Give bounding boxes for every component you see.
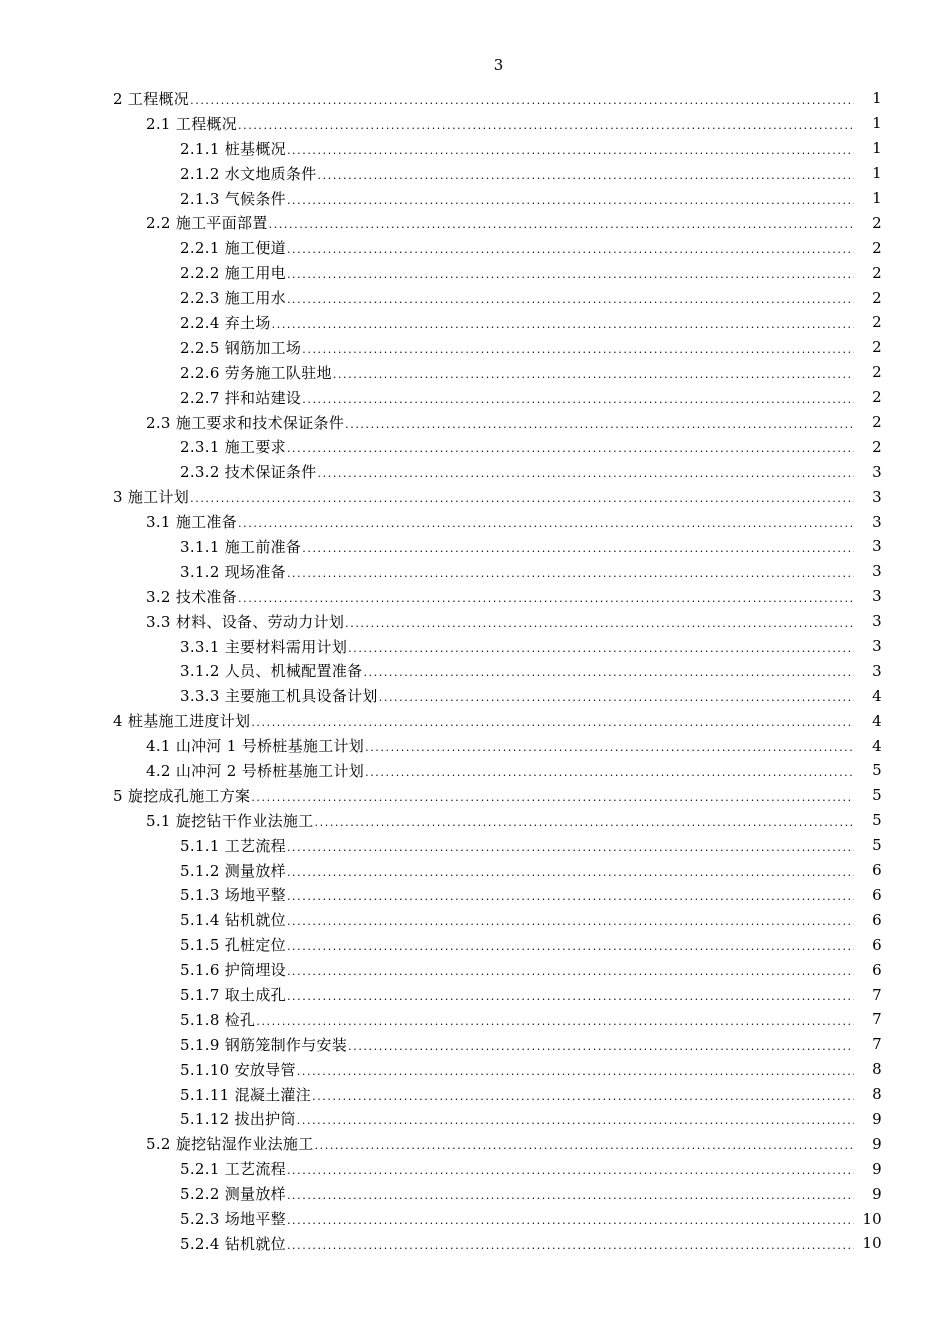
toc-entry[interactable] — [0, 385, 950, 410]
toc-entry[interactable] — [0, 1107, 950, 1132]
toc-entry[interactable] — [0, 360, 950, 385]
toc-entry-title: 2.2 施工平面部置 — [146, 214, 268, 233]
toc-entry[interactable] — [0, 907, 950, 932]
toc-dot-leader — [287, 568, 854, 579]
toc-entry-title: 5.1.10 安放导管 — [180, 1060, 296, 1079]
toc-dot-leader — [297, 1066, 854, 1077]
toc-entry[interactable] — [0, 1057, 950, 1082]
toc-entry-title: 3.1 施工准备 — [146, 513, 238, 532]
toc-entry-page-number: 6 — [872, 861, 882, 880]
toc-entry-page-number: 7 — [872, 1035, 882, 1054]
toc-entry-title: 2.2.4 弃土场 — [180, 313, 271, 332]
toc-entry[interactable] — [0, 410, 950, 435]
toc-dot-leader — [348, 1041, 854, 1052]
toc-dot-leader — [287, 991, 854, 1002]
toc-dot-leader — [251, 792, 854, 803]
toc-entry-page-number: 6 — [872, 910, 882, 929]
toc-dot-leader — [287, 1215, 854, 1226]
toc-entry[interactable] — [0, 883, 950, 908]
toc-entry-page-number: 2 — [872, 263, 882, 282]
toc-entry-page-number: 3 — [872, 562, 882, 581]
toc-entry-title: 5.1.6 护筒埋设 — [180, 961, 286, 980]
toc-entry-title: 5.2.4 钻机就位 — [180, 1234, 286, 1253]
toc-entry[interactable] — [0, 161, 950, 186]
toc-dot-leader — [348, 643, 854, 654]
toc-entry[interactable] — [0, 434, 950, 459]
toc-entry-page-number: 8 — [872, 1085, 882, 1104]
toc-entry[interactable] — [0, 210, 950, 235]
toc-dot-leader — [190, 95, 854, 106]
toc-entry-page-number: 2 — [872, 338, 882, 357]
toc-dot-leader — [365, 767, 854, 778]
toc-dot-leader — [287, 1165, 854, 1176]
toc-entry-title: 5.2.1 工艺流程 — [180, 1160, 286, 1179]
toc-dot-leader — [272, 319, 854, 330]
toc-entry-title: 3.3.1 主要材料需用计划 — [180, 637, 348, 656]
toc-entry-title: 5.1.12 拔出护筒 — [180, 1110, 296, 1129]
toc-entry-page-number: 4 — [872, 686, 882, 705]
toc-entry-title: 5.2 旋挖钻湿作业法施工 — [146, 1135, 314, 1154]
toc-entry[interactable] — [0, 1082, 950, 1107]
toc-entry-title: 5.2.2 测量放样 — [180, 1185, 286, 1204]
toc-entry-page-number: 2 — [872, 363, 882, 382]
toc-entry-title: 5.1.1 工艺流程 — [180, 836, 286, 855]
toc-entry-page-number: 2 — [872, 288, 882, 307]
toc-dot-leader — [345, 419, 854, 430]
toc-entry-page-number: 7 — [872, 985, 882, 1004]
toc-entry[interactable] — [0, 808, 950, 833]
toc-entry[interactable] — [0, 335, 950, 360]
toc-dot-leader — [287, 891, 854, 902]
toc-entry[interactable] — [0, 260, 950, 285]
toc-entry[interactable] — [0, 683, 950, 708]
toc-entry[interactable] — [0, 932, 950, 957]
toc-entry[interactable] — [0, 1131, 950, 1156]
toc-entry-page-number: 6 — [872, 960, 882, 979]
toc-dot-leader — [365, 742, 854, 753]
toc-entry[interactable] — [0, 310, 950, 335]
toc-entry-page-number: 5 — [872, 836, 882, 855]
toc-entry-page-number: 5 — [872, 761, 882, 780]
toc-dot-leader — [312, 1091, 854, 1102]
toc-entry-title: 3.1.2 现场准备 — [180, 562, 286, 581]
toc-dot-leader — [345, 618, 854, 629]
toc-dot-leader — [287, 269, 854, 280]
toc-dot-leader — [287, 294, 854, 305]
toc-dot-leader — [238, 120, 854, 131]
toc-entry-page-number: 2 — [872, 388, 882, 407]
toc-entry[interactable] — [0, 634, 950, 659]
toc-entry-page-number: 2 — [872, 437, 882, 456]
toc-entry-page-number: 3 — [872, 661, 882, 680]
toc-dot-leader — [363, 667, 854, 678]
toc-entry-page-number: 1 — [872, 114, 882, 133]
toc-entry-page-number: 3 — [872, 487, 882, 506]
toc-entry-title: 2.2.1 施工便道 — [180, 239, 286, 258]
toc-entry-title: 5.2.3 场地平整 — [180, 1210, 286, 1229]
toc-entry[interactable] — [0, 1206, 950, 1231]
toc-entry[interactable] — [0, 459, 950, 484]
toc-entry-title: 2.1.1 桩基概况 — [180, 139, 286, 158]
toc-entry-title: 2.2.6 劳务施工队驻地 — [180, 363, 332, 382]
toc-dot-leader — [297, 1115, 854, 1126]
toc-entry-title: 3.1.2 人员、机械配置准备 — [180, 662, 363, 681]
table-of-contents — [0, 86, 950, 1256]
toc-entry-page-number: 2 — [872, 213, 882, 232]
toc-dot-leader — [287, 842, 854, 853]
toc-entry-title: 2.1.2 水文地质条件 — [180, 164, 317, 183]
toc-entry-title: 3.1.1 施工前准备 — [180, 537, 302, 556]
page-number: 3 — [493, 56, 504, 74]
toc-entry-title: 5.1.3 场地平整 — [180, 886, 286, 905]
toc-entry[interactable] — [0, 858, 950, 883]
toc-entry[interactable] — [0, 509, 950, 534]
toc-dot-leader — [238, 593, 854, 604]
toc-entry-page-number: 9 — [872, 1184, 882, 1203]
toc-entry-title: 3.2 技术准备 — [146, 587, 238, 606]
toc-dot-leader — [269, 219, 854, 230]
toc-entry-title: 4.1 山冲河 1 号桥桩基施工计划 — [146, 737, 365, 756]
toc-entry[interactable] — [0, 708, 950, 733]
toc-entry-page-number: 2 — [872, 238, 882, 257]
toc-entry[interactable] — [0, 658, 950, 683]
toc-entry[interactable] — [0, 957, 950, 982]
toc-entry-page-number: 4 — [872, 736, 882, 755]
toc-entry[interactable] — [0, 86, 950, 111]
toc-entry[interactable] — [0, 285, 950, 310]
toc-dot-leader — [318, 170, 854, 181]
toc-entry[interactable] — [0, 609, 950, 634]
toc-entry-page-number: 9 — [872, 1134, 882, 1153]
toc-dot-leader — [251, 717, 854, 728]
toc-entry-title: 5.1 旋挖钻干作业法施工 — [146, 811, 314, 830]
toc-entry-title: 2.3.1 施工要求 — [180, 438, 286, 457]
toc-entry-page-number: 7 — [872, 1010, 882, 1029]
toc-entry[interactable] — [0, 584, 950, 609]
toc-entry-page-number: 3 — [872, 587, 882, 606]
toc-dot-leader — [302, 344, 854, 355]
toc-entry-page-number: 4 — [872, 711, 882, 730]
toc-entry-title: 3.3 材料、设备、劳动力计划 — [146, 612, 345, 631]
toc-dot-leader — [302, 543, 854, 554]
toc-entry-page-number: 3 — [872, 462, 882, 481]
toc-entry-title: 2.3 施工要求和技术保证条件 — [146, 413, 345, 432]
toc-dot-leader — [256, 1016, 854, 1027]
toc-entry-title: 2.3.2 技术保证条件 — [180, 463, 317, 482]
toc-entry-title: 2.1 工程概况 — [146, 114, 238, 133]
toc-dot-leader — [190, 493, 854, 504]
toc-dot-leader — [287, 867, 854, 878]
toc-entry-title: 3 施工计划 — [113, 488, 190, 507]
toc-entry[interactable] — [0, 1032, 950, 1057]
toc-entry[interactable] — [0, 1231, 950, 1256]
toc-dot-leader — [287, 195, 854, 206]
toc-entry[interactable] — [0, 534, 950, 559]
toc-entry-page-number: 5 — [872, 786, 882, 805]
toc-entry-page-number: 10 — [862, 1209, 882, 1228]
toc-entry[interactable] — [0, 833, 950, 858]
toc-entry-title: 5 旋挖成孔施工方案 — [113, 786, 251, 805]
toc-entry-title: 2.1.3 气候条件 — [180, 189, 286, 208]
toc-entry[interactable] — [0, 235, 950, 260]
toc-entry-title: 2.2.5 钢筋加工场 — [180, 338, 302, 357]
toc-dot-leader — [379, 692, 854, 703]
toc-entry[interactable] — [0, 484, 950, 509]
toc-entry[interactable] — [0, 733, 950, 758]
toc-dot-leader — [318, 468, 854, 479]
toc-entry-page-number: 2 — [872, 413, 882, 432]
toc-dot-leader — [287, 145, 854, 156]
toc-entry-page-number: 9 — [872, 1159, 882, 1178]
toc-entry-title: 5.1.9 钢筋笼制作与安装 — [180, 1035, 348, 1054]
toc-entry-title: 5.1.8 检孔 — [180, 1010, 256, 1029]
toc-entry[interactable] — [0, 186, 950, 211]
toc-entry-page-number: 9 — [872, 1109, 882, 1128]
toc-entry-title: 2.2.7 拌和站建设 — [180, 388, 302, 407]
toc-entry-title: 5.1.7 取土成孔 — [180, 986, 286, 1004]
toc-dot-leader — [315, 1140, 854, 1151]
toc-entry-page-number: 3 — [872, 612, 882, 631]
toc-entry-page-number: 6 — [872, 885, 882, 904]
toc-entry[interactable] — [0, 111, 950, 136]
toc-entry-page-number: 3 — [872, 512, 882, 531]
toc-entry-page-number: 1 — [872, 89, 882, 108]
toc-dot-leader — [287, 443, 854, 454]
toc-entry-title: 4 桩基施工进度计划 — [113, 712, 251, 731]
toc-dot-leader — [302, 394, 854, 405]
toc-dot-leader — [287, 916, 854, 927]
toc-dot-leader — [287, 966, 854, 977]
toc-entry-page-number: 6 — [872, 935, 882, 954]
toc-entry[interactable] — [0, 136, 950, 161]
toc-entry-title: 5.1.4 钻机就位 — [180, 911, 286, 930]
toc-entry-page-number: 1 — [872, 139, 882, 158]
toc-entry-page-number: 8 — [872, 1060, 882, 1079]
toc-entry-title: 5.1.11 混凝土灌注 — [180, 1085, 312, 1104]
toc-dot-leader — [287, 244, 854, 255]
toc-entry-title: 5.1.2 测量放样 — [180, 861, 286, 880]
toc-dot-leader — [287, 1190, 854, 1201]
toc-entry[interactable] — [0, 1181, 950, 1206]
toc-entry-title: 4.2 山冲河 2 号桥桩基施工计划 — [146, 761, 365, 780]
toc-entry-page-number: 3 — [872, 537, 882, 556]
toc-entry-title: 2.2.3 施工用水 — [180, 289, 286, 308]
toc-entry-title: 5.1.5 孔桩定位 — [180, 936, 286, 955]
toc-entry[interactable] — [0, 1007, 950, 1032]
toc-entry-page-number: 2 — [872, 313, 882, 332]
toc-entry[interactable] — [0, 559, 950, 584]
toc-dot-leader — [333, 369, 854, 380]
toc-entry-title: 3.3.3 主要施工机具设备计划 — [180, 687, 378, 706]
toc-entry-title: 2.2.2 施工用电 — [180, 264, 286, 283]
toc-dot-leader — [287, 1240, 854, 1251]
toc-entry[interactable] — [0, 783, 950, 808]
toc-entry-title: 2 工程概况 — [113, 89, 190, 108]
toc-entry-page-number: 1 — [872, 164, 882, 183]
toc-dot-leader — [287, 941, 854, 952]
toc-dot-leader — [238, 518, 854, 529]
toc-entry[interactable] — [0, 1156, 950, 1181]
toc-entry[interactable] — [0, 982, 950, 1007]
toc-entry-page-number: 1 — [872, 189, 882, 207]
toc-entry-page-number: 3 — [872, 637, 882, 656]
toc-dot-leader — [315, 817, 854, 828]
toc-entry-page-number: 5 — [872, 811, 882, 830]
toc-entry-page-number: 10 — [862, 1234, 882, 1253]
toc-entry[interactable] — [0, 758, 950, 783]
